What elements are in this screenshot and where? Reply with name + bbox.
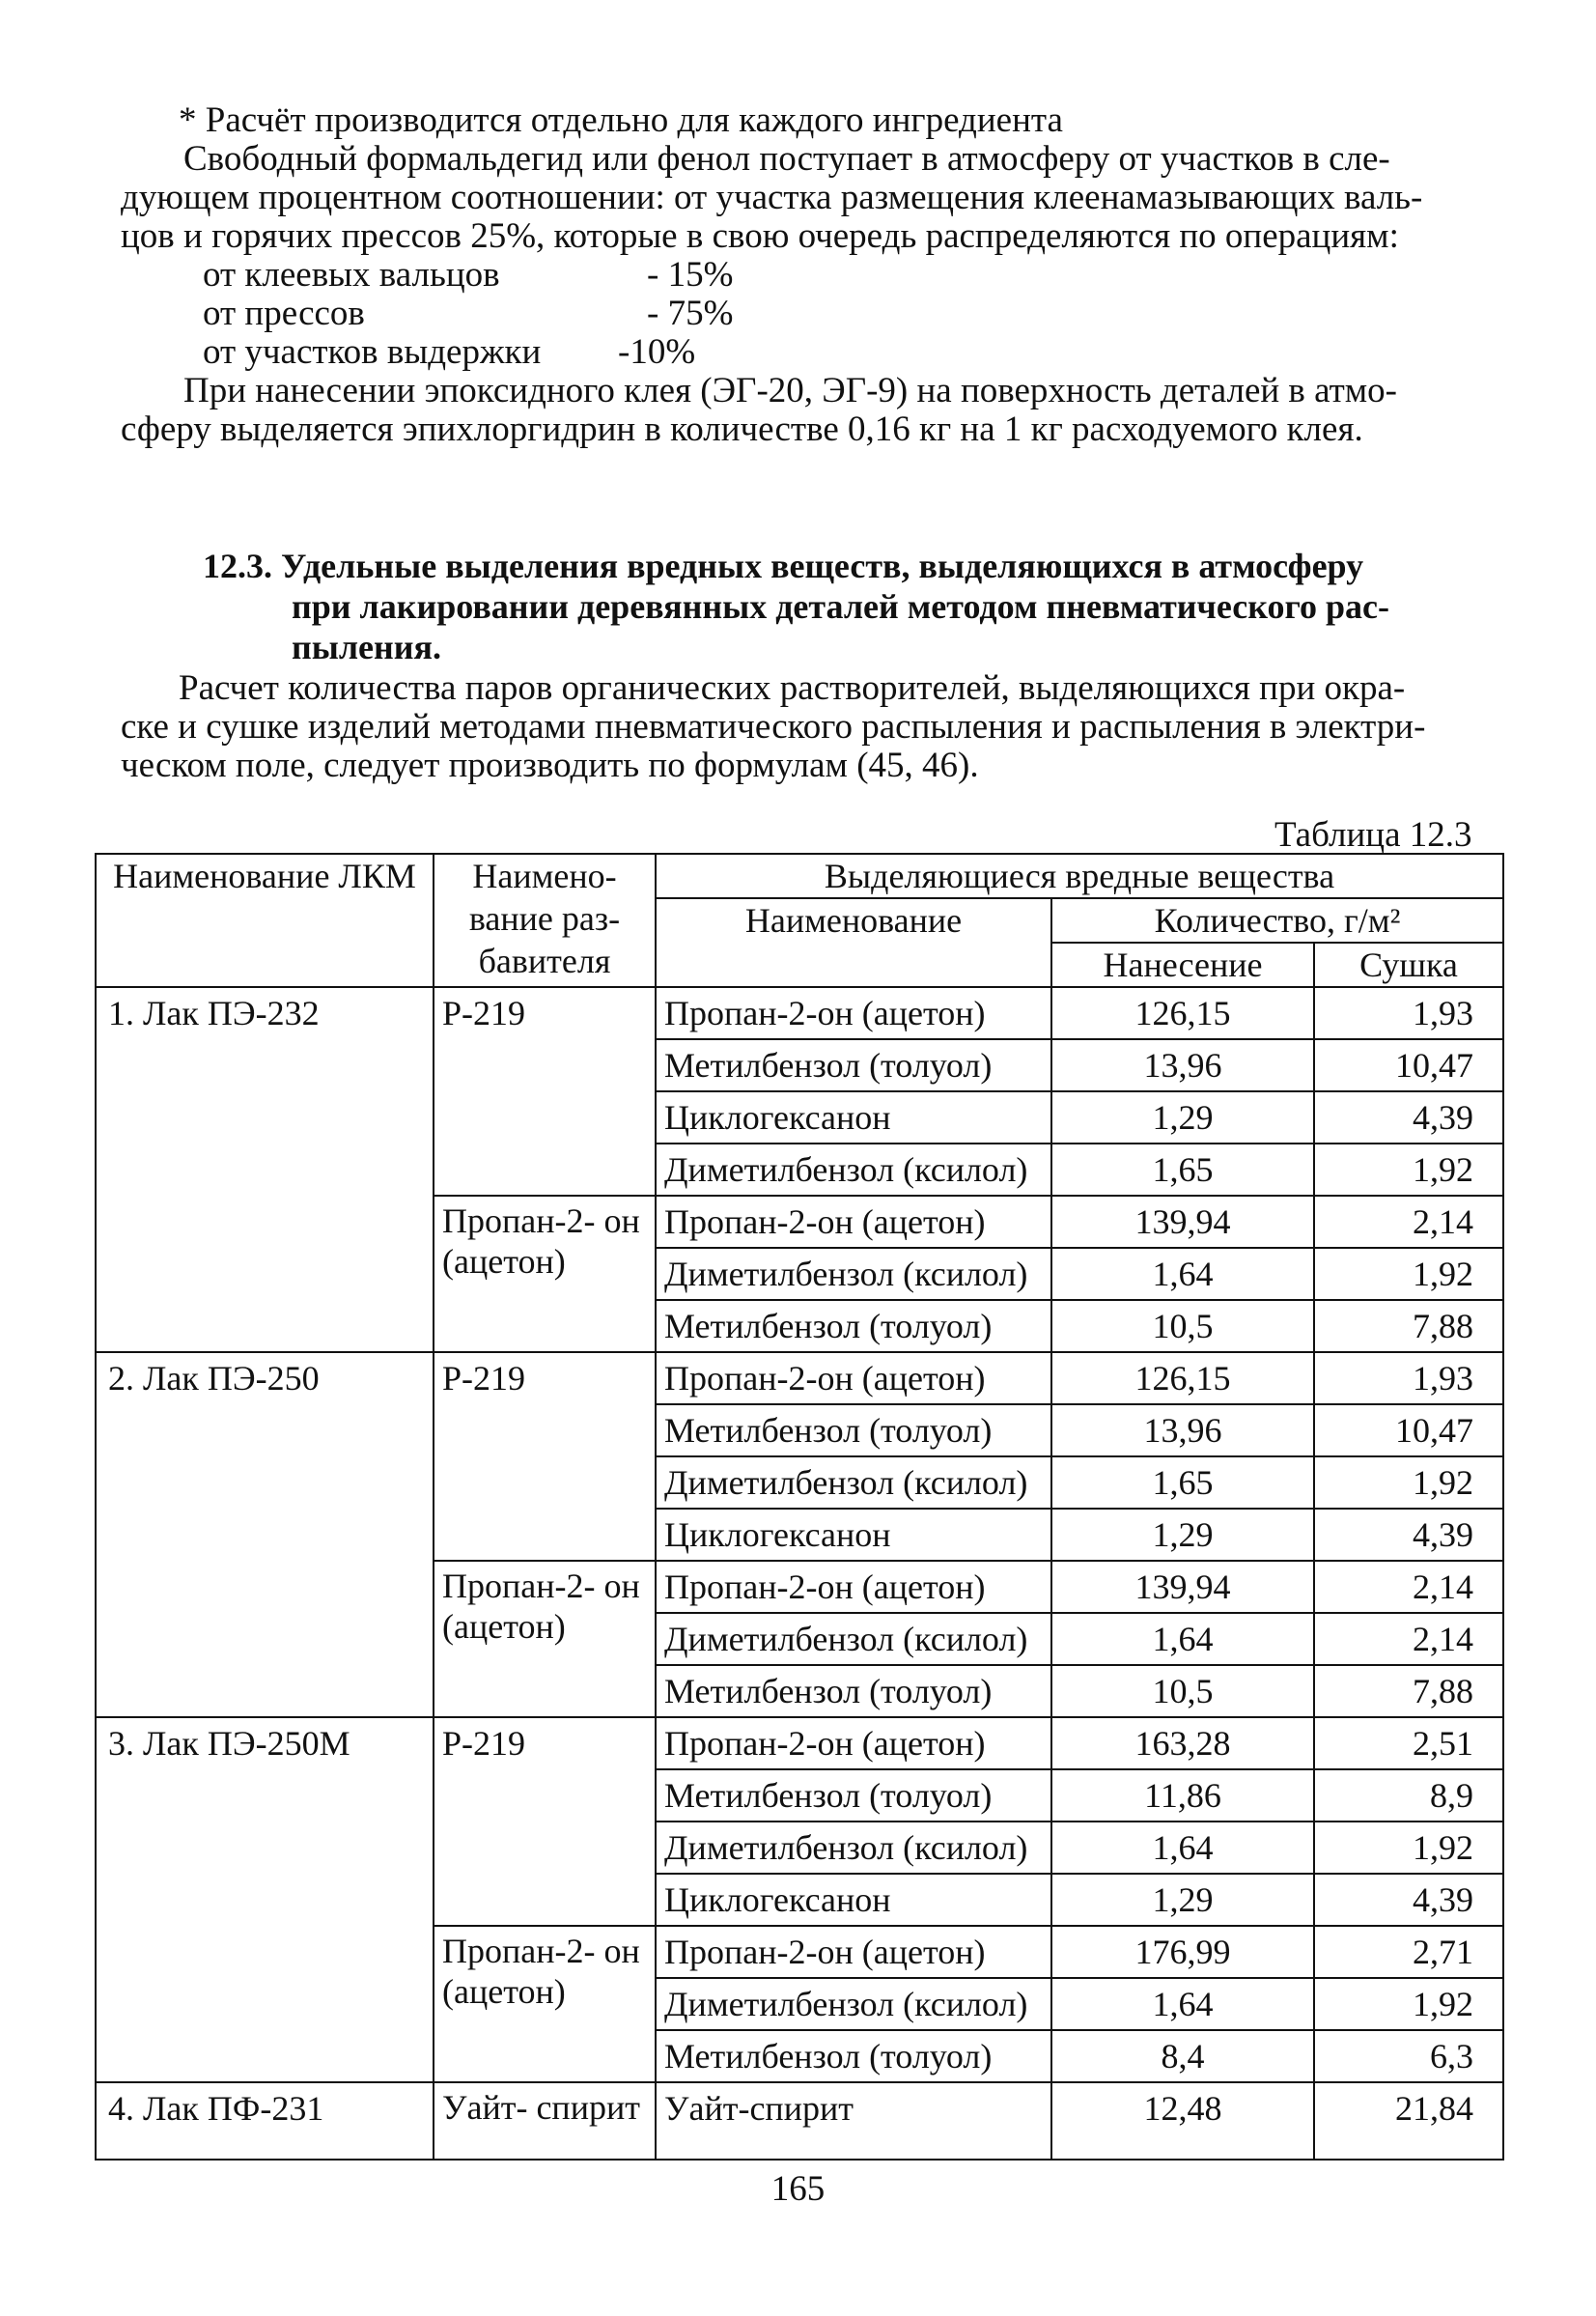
table-row	[96, 987, 1503, 1039]
application-cell: 176,99	[1051, 1926, 1314, 1978]
paragraph-line: ске и сушке изделий методами пневматического распыления и распыления в электри-	[121, 707, 1426, 747]
substance-cell: Диметилбензол (ксилол)	[656, 1144, 1051, 1196]
emissions-table	[95, 853, 1504, 2161]
paragraph-line: дующем процентном соотношении: от участка размещения клеенамазывающих валь-	[121, 178, 1423, 217]
application-cell: 8,4	[1051, 2030, 1314, 2082]
section-paragraph	[121, 669, 1463, 785]
substance-cell: Пропан-2-он (ацетон)	[656, 1717, 1051, 1769]
application-cell: 1,65	[1051, 1144, 1314, 1196]
section-heading	[203, 546, 1477, 667]
heading-line: пыления.	[292, 628, 441, 666]
distribution-value: - 15%	[647, 255, 734, 295]
drying-cell: 1,92	[1314, 1822, 1503, 1874]
header-substance: Наименование	[656, 898, 1051, 987]
paragraph-line: Расчет количества паров органических растворителей, выделяющихся при окра-	[179, 668, 1406, 708]
substance-cell: Метилбензол (толуол)	[656, 2030, 1051, 2082]
solvent-cell: Р-219	[434, 1717, 656, 1926]
footnote-text: * Расчёт производится отдельно для каждого ингредиента	[179, 100, 1063, 140]
application-cell: 10,5	[1051, 1665, 1314, 1717]
substance-cell: Пропан-2-он (ацетон)	[656, 1561, 1051, 1613]
drying-cell: 21,84	[1314, 2082, 1503, 2160]
drying-cell: 1,92	[1314, 1144, 1503, 1196]
application-cell: 12,48	[1051, 2082, 1314, 2160]
drying-cell: 7,88	[1314, 1665, 1503, 1717]
drying-cell: 4,39	[1314, 1091, 1503, 1144]
substance-cell: Диметилбензол (ксилол)	[656, 1248, 1051, 1300]
heading-line: 12.3. Удельные выделения вредных веществ, выделяющихся в атмосферу	[203, 547, 1364, 585]
application-cell: 10,5	[1051, 1300, 1314, 1352]
application-cell: 163,28	[1051, 1717, 1314, 1769]
solvent-cell: Уайт- спирит	[434, 2082, 656, 2160]
drying-cell: 2,14	[1314, 1561, 1503, 1613]
distribution-name: от клеевых вальцов	[203, 255, 500, 295]
substance-cell: Циклогексанон	[656, 1874, 1051, 1926]
application-cell: 1,29	[1051, 1874, 1314, 1926]
substance-cell: Метилбензол (толуол)	[656, 1300, 1051, 1352]
application-cell: 1,64	[1051, 1978, 1314, 2030]
application-cell: 1,65	[1051, 1456, 1314, 1509]
table-row	[96, 1352, 1503, 1404]
solvent-cell: Пропан-2- он (ацетон)	[434, 1196, 656, 1352]
paragraph-line: При нанесении эпоксидного клея (ЭГ-20, ЭГ-9) на поверхность деталей в атмо-	[183, 371, 1398, 410]
drying-cell: 2,51	[1314, 1717, 1503, 1769]
header-emitted: Выделяющиеся вредные вещества	[656, 854, 1503, 898]
lkm-cell: 4. Лак ПФ-231	[96, 2082, 434, 2160]
paragraph-line: сферу выделяется эпихлоргидрин в количестве 0,16 кг на 1 кг расходуемого клея.	[121, 410, 1363, 449]
header-quantity: Количество, г/м²	[1051, 898, 1503, 943]
distribution-name: от прессов	[203, 294, 365, 333]
lkm-cell: 1. Лак ПЭ-232	[96, 987, 434, 1352]
drying-cell: 4,39	[1314, 1509, 1503, 1561]
distribution-item	[121, 333, 1463, 372]
substance-cell: Метилбензол (толуол)	[656, 1039, 1051, 1091]
drying-cell: 10,47	[1314, 1039, 1503, 1091]
substance-cell: Циклогексанон	[656, 1091, 1051, 1144]
drying-cell: 6,3	[1314, 2030, 1503, 2082]
application-cell: 13,96	[1051, 1039, 1314, 1091]
application-cell: 126,15	[1051, 1352, 1314, 1404]
paragraph-line: ческом поле, следует производить по формулам (45, 46).	[121, 746, 979, 785]
drying-cell: 2,71	[1314, 1926, 1503, 1978]
drying-cell: 7,88	[1314, 1300, 1503, 1352]
drying-cell: 10,47	[1314, 1404, 1503, 1456]
header-drying: Сушка	[1314, 943, 1503, 987]
solvent-cell: Пропан-2- он (ацетон)	[434, 1926, 656, 2082]
solvent-cell: Р-219	[434, 987, 656, 1196]
drying-cell: 1,92	[1314, 1978, 1503, 2030]
table-row	[96, 1717, 1503, 1769]
substance-cell: Пропан-2-он (ацетон)	[656, 987, 1051, 1039]
application-cell: 139,94	[1051, 1561, 1314, 1613]
application-cell: 1,64	[1051, 1248, 1314, 1300]
paragraph-line: цов и горячих прессов 25%, которые в свою очередь распределяются по операциям:	[121, 216, 1399, 256]
drying-cell: 1,93	[1314, 987, 1503, 1039]
substance-cell: Пропан-2-он (ацетон)	[656, 1926, 1051, 1978]
heading-line: при лакировании деревянных деталей методом пневматического рас-	[292, 587, 1389, 626]
substance-cell: Уайт-спирит	[656, 2082, 1051, 2160]
application-cell: 11,86	[1051, 1769, 1314, 1822]
application-cell: 139,94	[1051, 1196, 1314, 1248]
paragraph-line: Свободный формальдегид или фенол поступает в атмосферу от участков в сле-	[183, 139, 1390, 179]
page-number: 165	[770, 2169, 826, 2209]
application-cell: 126,15	[1051, 987, 1314, 1039]
application-cell: 13,96	[1051, 1404, 1314, 1456]
header-application: Нанесение	[1051, 943, 1314, 987]
substance-cell: Диметилбензол (ксилол)	[656, 1978, 1051, 2030]
application-cell: 1,29	[1051, 1509, 1314, 1561]
lkm-cell: 3. Лак ПЭ-250М	[96, 1717, 434, 2082]
distribution-value: - 75%	[647, 294, 734, 333]
solvent-cell: Р-219	[434, 1352, 656, 1561]
drying-cell: 2,14	[1314, 1196, 1503, 1248]
solvent-cell: Пропан-2- он (ацетон)	[434, 1561, 656, 1717]
application-cell: 1,64	[1051, 1613, 1314, 1665]
application-cell: 1,64	[1051, 1822, 1314, 1874]
application-cell: 1,29	[1051, 1091, 1314, 1144]
table-row	[96, 2082, 1503, 2160]
drying-cell: 8,9	[1314, 1769, 1503, 1822]
substance-cell: Метилбензол (толуол)	[656, 1404, 1051, 1456]
header-lkm: Наименование ЛКМ	[96, 854, 434, 987]
substance-cell: Пропан-2-он (ацетон)	[656, 1196, 1051, 1248]
drying-cell: 1,93	[1314, 1352, 1503, 1404]
substance-cell: Пропан-2-он (ацетон)	[656, 1352, 1051, 1404]
substance-cell: Диметилбензол (ксилол)	[656, 1613, 1051, 1665]
header-solvent: Наимено- вание раз- бавителя	[434, 854, 656, 987]
intro-block	[121, 101, 1463, 449]
drying-cell: 2,14	[1314, 1613, 1503, 1665]
distribution-name: от участков выдержки	[203, 332, 542, 372]
drying-cell: 1,92	[1314, 1456, 1503, 1509]
substance-cell: Метилбензол (толуол)	[656, 1665, 1051, 1717]
distribution-value: -10%	[618, 332, 696, 372]
distribution-item	[121, 256, 1463, 295]
substance-cell: Диметилбензол (ксилол)	[656, 1822, 1051, 1874]
substance-cell: Циклогексанон	[656, 1509, 1051, 1561]
drying-cell: 1,92	[1314, 1248, 1503, 1300]
substance-cell: Метилбензол (толуол)	[656, 1769, 1051, 1822]
substance-cell: Диметилбензол (ксилол)	[656, 1456, 1051, 1509]
table-caption: Таблица 12.3	[1274, 815, 1472, 855]
drying-cell: 4,39	[1314, 1874, 1503, 1926]
distribution-item	[121, 295, 1463, 333]
lkm-cell: 2. Лак ПЭ-250	[96, 1352, 434, 1717]
